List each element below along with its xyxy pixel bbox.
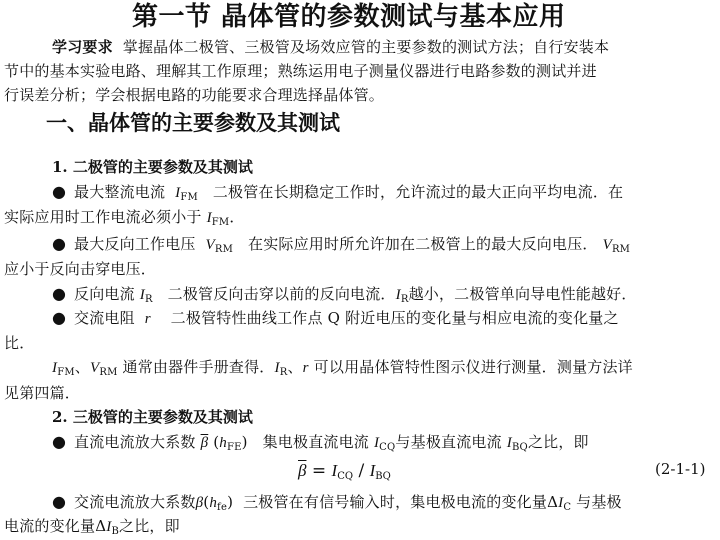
symbol: I [395, 287, 401, 303]
diode-item-ac-resistance-cont: 比． [4, 334, 35, 352]
symbol-sub: FM [57, 367, 75, 378]
symbol: I [558, 495, 564, 511]
symbol: I [506, 435, 512, 451]
paren-close: ) [227, 493, 234, 511]
bullet-icon: ● [52, 308, 67, 327]
symbol: h [209, 495, 218, 511]
item-cont: 电流的变化量Δ [4, 517, 107, 535]
formula-a: I [331, 461, 338, 480]
intro-line-2: 节中的基本实验电路、理解其工作原理；熟练运用电子测量仪器进行电路参数的测试并进 [4, 62, 597, 80]
symbol-sub: BQ [512, 442, 528, 453]
symbol-sub: FM [211, 217, 230, 228]
subsection-heading-transistor: 2. 三极管的主要参数及其测试 [52, 408, 253, 426]
diode-item-max-rectified-current-cont [4, 210, 245, 228]
symbol-sub: B [111, 526, 119, 537]
symbol: I [106, 519, 112, 535]
transistor-item-ac-gain [52, 494, 622, 513]
symbol-sub: CQ [379, 442, 396, 453]
beta-symbol: β [195, 495, 204, 511]
item-text: 集电极直流电流 [262, 433, 369, 451]
symbol-sub: R [400, 294, 409, 305]
item-cont-end: ． [229, 208, 245, 226]
diode-item-reverse-current [52, 286, 637, 305]
symbol: I [52, 360, 58, 376]
formula-2-1-1 [298, 462, 391, 482]
symbol-sub: RM [99, 367, 118, 378]
item-text-2: 越小，二极管单向导电性能越好． [408, 285, 637, 303]
equation-number: (2-1-1) [655, 460, 706, 478]
bullet-icon: ● [52, 432, 67, 451]
formula-b-sub: BQ [375, 471, 391, 482]
symbol: I [206, 210, 212, 226]
symbol: I [175, 185, 181, 201]
symbol-sub: RM [214, 244, 234, 255]
note-text-2: 可以用晶体管特性图示仪进行测量．测量方法详 [313, 358, 633, 376]
symbol: V [602, 237, 612, 253]
paren-open: ( [213, 433, 220, 451]
item-text-2: 与基极直流电流 [395, 433, 502, 451]
formula-lhs: $\overline{\beta}$ [298, 461, 307, 480]
paren-open: ( [203, 493, 210, 511]
symbol: r [302, 360, 309, 376]
note-text-1: 通常由器件手册查得． [122, 358, 275, 376]
symbol: I [373, 435, 380, 451]
item-name: 交流电阻 [74, 309, 135, 327]
separator: 、 [74, 358, 90, 376]
symbol: r [144, 311, 151, 327]
bullet-icon: ● [52, 182, 67, 201]
symbol-sub: FE [226, 442, 242, 453]
item-text: 二极管特性曲线工作点 Q 附近电压的变化量与相应电流的变化量之 [170, 309, 619, 327]
beta-symbol: $\overline{\beta}$ [200, 435, 209, 451]
intro-label: 学习要求 [52, 38, 113, 56]
symbol-sub: C [563, 502, 572, 513]
separator: 、 [287, 358, 303, 376]
bullet-icon: ● [52, 492, 67, 511]
diode-item-ac-resistance [52, 310, 619, 327]
symbol: V [89, 360, 100, 376]
symbol-sub: fe [217, 502, 228, 513]
transistor-item-dc-gain [52, 434, 589, 453]
intro-line-1 [52, 40, 609, 55]
diode-note-cont: 见第四篇． [4, 384, 81, 402]
formula-div: / [353, 461, 370, 481]
item-text: 二极管在长期稳定工作时，允许流过的最大正向平均电流．在 [212, 183, 624, 201]
diode-item-max-reverse-voltage [52, 236, 630, 255]
item-name: 反向电流 [74, 285, 135, 303]
symbol: I [274, 360, 280, 376]
item-text-2: 与基极 [576, 493, 622, 511]
symbol: V [205, 237, 215, 253]
symbol-sub: R [144, 294, 153, 305]
intro-line-3: 行误差分析；学会根据电路的功能要求合理选择晶体管。 [4, 86, 385, 104]
symbol-sub: R [279, 367, 288, 378]
formula-a-sub: CQ [337, 471, 354, 482]
item-text: 三极管在有信号输入时，集电极电流的变化量Δ [243, 493, 559, 511]
bullet-icon: ● [52, 234, 67, 253]
formula-eq: = [306, 461, 332, 481]
item-name: 最大反向工作电压 [74, 235, 196, 253]
transistor-item-ac-gain-cont [4, 519, 180, 537]
symbol: h [219, 435, 227, 451]
item-name: 最大整流电流 [74, 183, 166, 201]
subsection-heading-diode: 1. 二极管的主要参数及其测试 [52, 158, 253, 176]
formula-b: I [369, 461, 376, 480]
symbol-sub: FM [180, 192, 198, 203]
paren-close: ) [241, 433, 248, 451]
symbol-sub: RM [611, 244, 631, 255]
item-name: 直流电流放大系数 [74, 433, 196, 451]
section-heading: 一、晶体管的主要参数及其测试 [46, 110, 340, 135]
item-text-3: 之比，即 [527, 433, 589, 451]
intro-text-1: 掌握晶体二极管、三极管及场效应管的主要参数的测试方法；自行安装本 [122, 38, 610, 56]
item-text: 在实际应用时所允许加在二极管上的最大反向电压． [248, 235, 598, 253]
item-cont: 实际应用时工作电流必须小于 [4, 208, 202, 226]
page-title: 第一节 晶体管的参数测试与基本应用 [132, 2, 566, 32]
bullet-icon: ● [52, 284, 67, 303]
diode-item-max-reverse-voltage-cont: 应小于反向击穿电压． [4, 260, 157, 278]
item-text: 二极管反向击穿以前的反向电流． [167, 285, 396, 303]
item-name: 交流电流放大系数 [74, 493, 196, 511]
symbol: I [139, 287, 145, 303]
item-cont-end: 之比，即 [119, 517, 180, 535]
diode-item-max-rectified-current [52, 184, 623, 203]
diode-note [52, 360, 633, 378]
